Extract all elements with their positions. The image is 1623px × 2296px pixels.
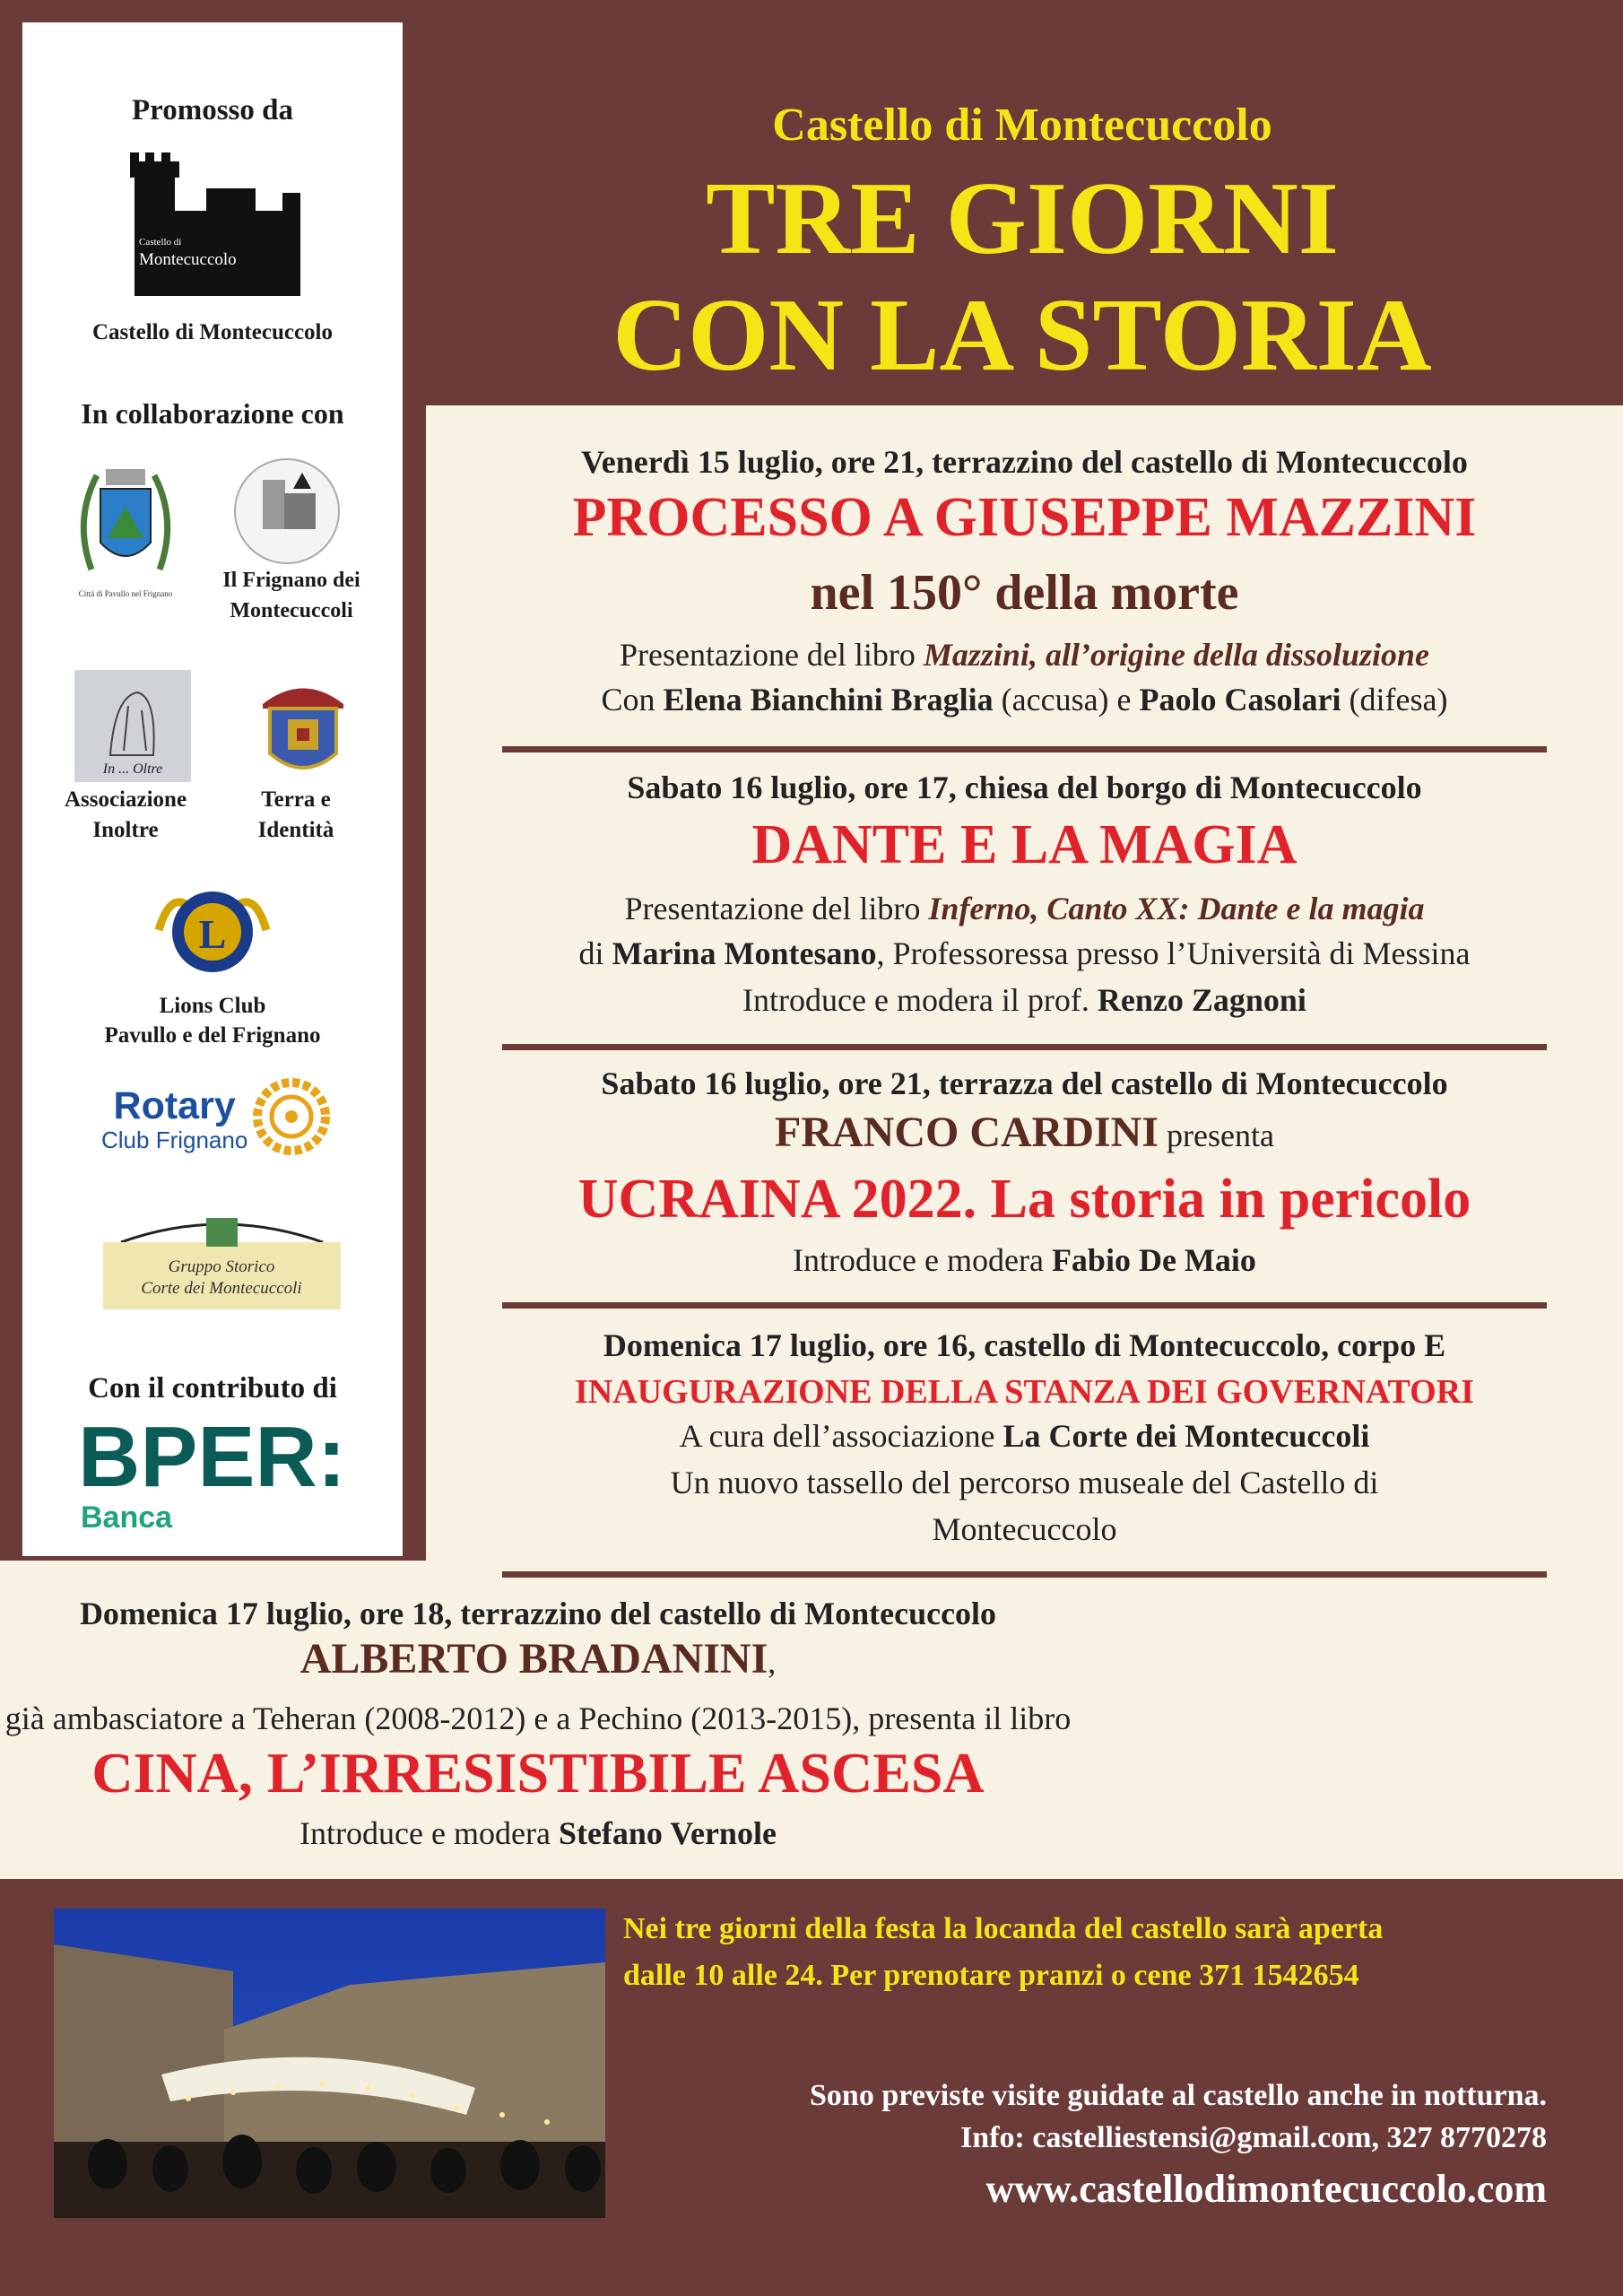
castle-logo <box>121 139 309 305</box>
visite-info: Sono previste visite guidate al castello anche in notturna. <box>810 2079 1547 2112</box>
header-title-line2: CON LA STORIA <box>612 278 1432 393</box>
bper-wordmark: BPER: <box>78 1409 346 1505</box>
pavullo-crest-icon <box>72 453 179 605</box>
promosso-label: Promosso da <box>132 94 293 126</box>
castle-night-photo <box>54 1909 605 2218</box>
separator <box>502 1302 1547 1309</box>
event2-title: DANTE E LA MAGIA <box>751 814 1298 875</box>
sponsor-sidebar <box>22 22 403 1556</box>
event5-panel <box>0 1561 1623 1879</box>
svg-text:Città di Pavullo nel Frignano: Città di Pavullo nel Frignano <box>78 589 173 598</box>
contributo-label: Con il contributo di <box>88 1372 337 1405</box>
event2-author: di Marina Montesano, Professoressa presso l’Università di Messina <box>578 935 1471 971</box>
event4-curator: A cura dell’associazione La Corte dei Montecuccoli <box>679 1418 1370 1454</box>
event3-moderator: Introduce e modera Fabio De Maio <box>793 1242 1256 1278</box>
svg-text:Castello di: Castello di <box>139 237 182 248</box>
event1-when: Venerdì 15 luglio, ore 21, terrazzino del castello di Montecuccolo <box>581 444 1468 480</box>
inoltre-logo-icon <box>74 670 191 782</box>
header-subtitle: Castello di Montecuccolo <box>772 100 1272 151</box>
rotary-wordmark: Rotary <box>113 1084 236 1127</box>
separator <box>502 746 1547 752</box>
event5-title: CINA, L’IRRESISTIBILE ASCESA <box>91 1741 985 1805</box>
svg-text:Montecuccolo: Montecuccolo <box>139 250 237 269</box>
event2-when: Sabato 16 luglio, ore 17, chiesa del borgo di Montecuccolo <box>627 770 1422 805</box>
event1-speakers: Con Elena Bianchini Braglia (accusa) e Paolo Casolari (difesa) <box>601 682 1448 718</box>
event1-presentation: Presentazione del libro Mazzini, all’origine della dissoluzione <box>620 637 1429 673</box>
event4-desc2: Montecuccolo <box>932 1511 1117 1547</box>
rotary-logo <box>101 1085 247 1154</box>
event3-title: UCRAINA 2022. La storia in pericolo <box>577 1169 1471 1230</box>
header-title-line1: TRE GIORNI <box>706 161 1339 276</box>
event2-moderator: Introduce e modera il prof. Renzo Zagnoni <box>742 982 1306 1018</box>
contact-info: Info: castelliestensi@gmail.com, 327 8770278 <box>960 2121 1547 2154</box>
event5-description: già ambasciatore a Teheran (2008-2012) e a Pechino (2013-2015), presenta il libro <box>4 1700 1072 1736</box>
svg-text:Gruppo Storico: Gruppo Storico <box>168 1257 275 1276</box>
svg-text:L: L <box>198 911 227 957</box>
gruppo-storico-logo <box>103 1211 341 1309</box>
terra-caption: Terra e Identità <box>257 787 334 842</box>
terra-identita-crest-icon <box>254 673 352 785</box>
frignano-caption: Il Frignano dei Montecuccoli <box>222 569 360 622</box>
bper-banca-text: Banca <box>81 1500 173 1535</box>
event5-speaker-line: ALBERTO BRADANINI, <box>299 1635 777 1683</box>
website-link[interactable]: www.castellodimontecuccolo.com <box>985 2167 1547 2211</box>
svg-text:Corte dei Montecuccoli: Corte dei Montecuccoli <box>141 1279 302 1298</box>
castle-name: Castello di Montecuccolo <box>91 320 333 344</box>
event2-presentation: Presentazione del libro Inferno, Canto XX: Dante e la magia <box>624 891 1425 926</box>
rotary-wheel-icon <box>251 1076 332 1157</box>
event5-when: Domenica 17 luglio, ore 18, terrazzino del castello di Montecuccolo <box>79 1596 997 1631</box>
event4-title: INAUGURAZIONE DELLA STANZA DEI GOVERNATORI <box>575 1373 1474 1411</box>
lions-logo-icon <box>154 876 271 984</box>
event3-speaker-line: FRANCO CARDINI presenta <box>775 1109 1274 1156</box>
rotary-club-text: Club Frignano <box>101 1126 248 1153</box>
separator <box>502 1044 1547 1050</box>
event1-subtitle: nel 150° della morte <box>810 565 1239 621</box>
inoltre-caption: Associazione Inoltre <box>64 787 187 842</box>
svg-text:In ... Oltre: In ... Oltre <box>102 761 163 777</box>
frignano-logo-icon <box>229 453 345 570</box>
event4-desc1: Un nuovo tassello del percorso museale del Castello di <box>670 1465 1379 1500</box>
event5-moderator: Introduce e modera Stefano Vernole <box>299 1815 777 1851</box>
lions-caption: Lions Club Pavullo e del Frignano <box>104 994 321 1048</box>
separator <box>502 1571 1547 1578</box>
event4-when: Domenica 17 luglio, ore 16, castello di Montecuccolo, corpo E <box>603 1327 1446 1363</box>
collab-label: In collaborazione con <box>81 397 344 430</box>
event3-when: Sabato 16 luglio, ore 21, terrazza del castello di Montecuccolo <box>601 1065 1448 1101</box>
locanda-info: Nei tre giorni della festa la locanda del castello sarà aperta dalle 10 alle 24. Per prenotare pranzi o cene 371 1542654 <box>623 1912 1384 1992</box>
program-panel <box>426 405 1623 1561</box>
event1-title: PROCESSO A GIUSEPPE MAZZINI <box>572 487 1477 548</box>
poster-header <box>421 99 1623 394</box>
